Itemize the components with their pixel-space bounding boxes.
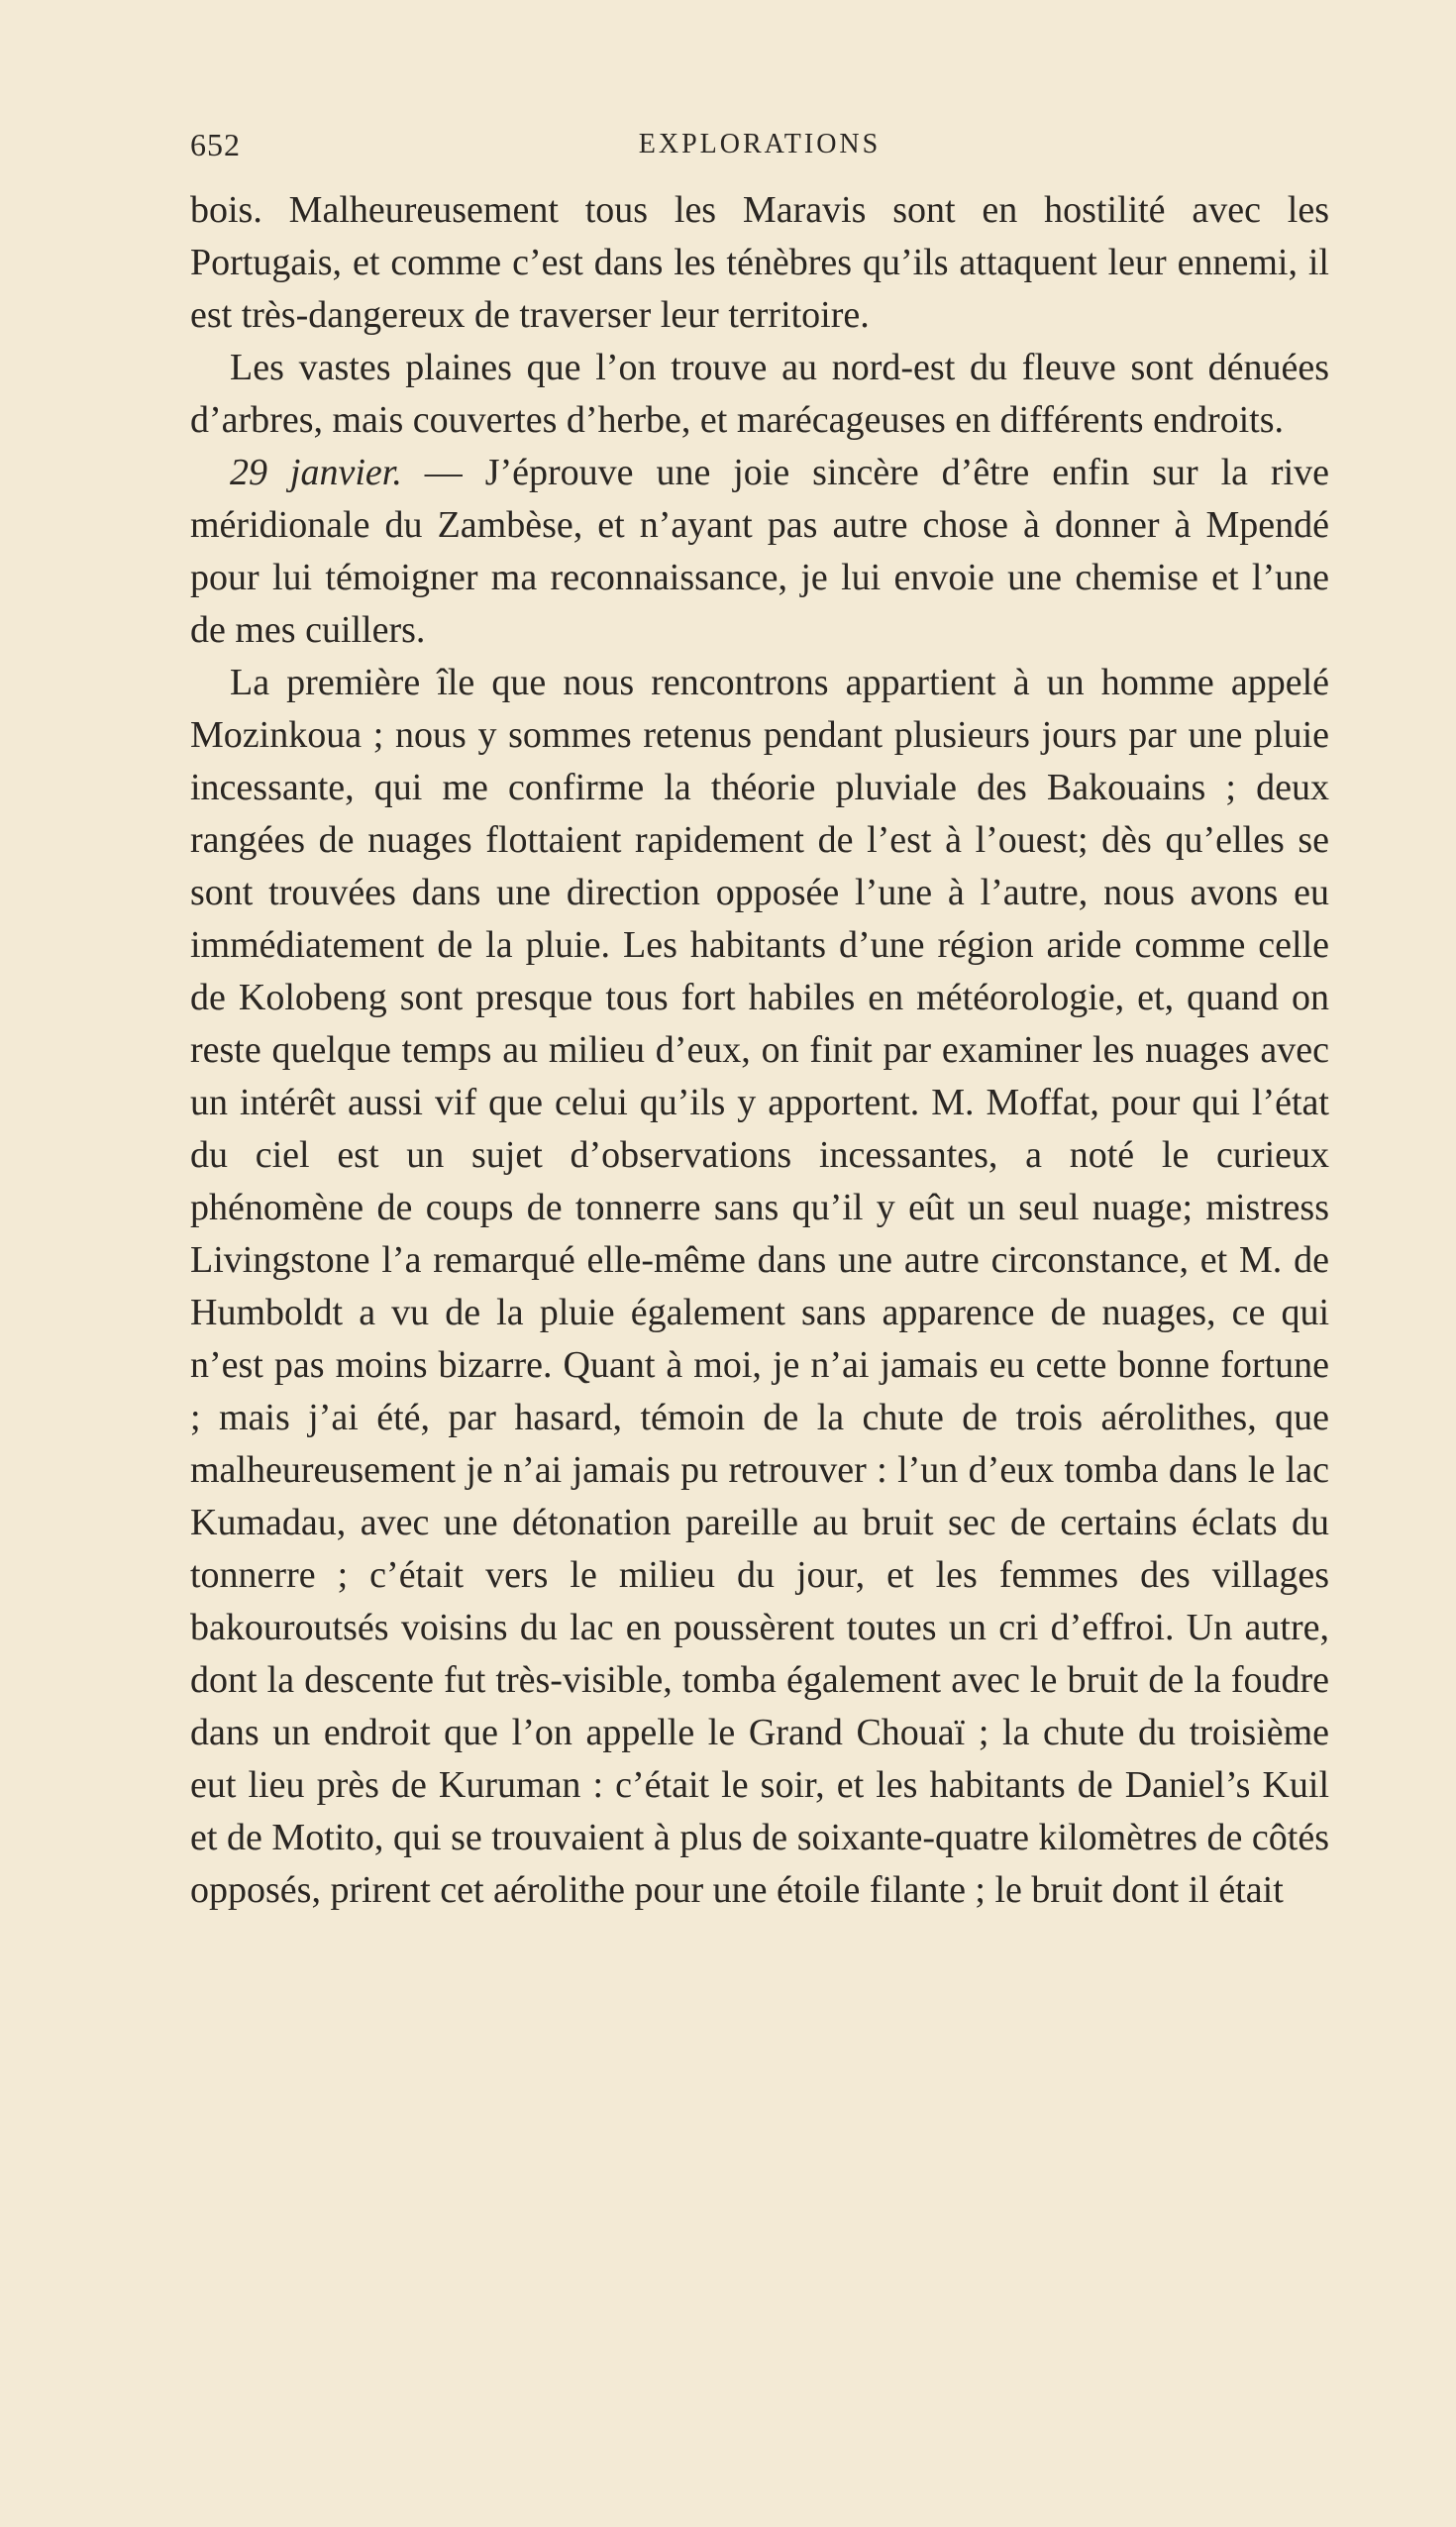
paragraph: bois. Malheureusement tous les Maravis sont en hostilité avec les Portugais, et comme c’est dans les ténèbres qu’ils attaquent leur ennemi, il est très-dangereux de traverser leur territoire. xyxy=(190,189,1329,336)
page-number: 652 xyxy=(190,127,241,162)
body-text xyxy=(190,184,1329,1917)
paragraph: La première île que nous rencontrons appartient à un homme appelé Mozinkoua ; nous y sommes retenus pendant plusieurs jours par une pluie incessante, qui me confirme la théorie pluviale des Bakouains ; deux rangées de nuages flottaient rapidement de l’est à l’ouest; dès qu’elles se sont trouvées dans une direction opposée l’une à l’autre, nous avons eu immédiatement de la pluie. Les habitants d’une région aride comme celle de Kolobeng sont presque tous fort habiles en météorologie, et, quand on reste quelque temps au milieu d’eux, on finit par examiner les nuages avec un intérêt aussi vif que celui qu’ils y apportent. M. Moffat, pour qui l’état du ciel est un sujet d’observations incessantes, a noté le curieux phénomène de coups de tonnerre sans qu’il y eût un seul nuage; mistress Livingstone l’a remarqué elle-même dans une autre circonstance, et M. de Humboldt a vu de la pluie également sans apparence de nuages, ce qui n’est pas moins bizarre. Quant à moi, je n’ai jamais eu cette bonne fortune ; mais j’ai été, par hasard, témoin de la chute de trois aérolithes, que malheureusement je n’ai jamais pu retrouver : l’un d’eux tomba dans le lac Kumadau, avec une détonation pareille au bruit sec de certains éclats du tonnerre ; c’était vers le milieu du jour, et les femmes des villages bakouroutsés voisins du lac en poussèrent toutes un cri d’effroi. Un autre, dont la descente fut très-visible, tomba également avec le bruit de la foudre dans un endroit que l’on appelle le Grand Chouaï ; la chute du troisième eut lieu près de Kuruman : c’était le soir, et les habitants de Daniel’s Kuil et de Motito, qui se trouvaient à plus de soixante-quatre kilomètres de côtés opposés, prirent cet aérolithe pour une étoile filante ; le bruit dont il était xyxy=(190,662,1329,1911)
paragraph-text: — J’éprouve une joie sincère d’être enfin sur la rive méridionale du Zambèse, et n’ayant pas autre chose à donner à Mpendé pour lui témoigner ma reconnaissance, je lui envoie une chemise et l’une de mes cuillers. xyxy=(190,452,1329,651)
journal-date: 29 janvier. xyxy=(230,452,402,493)
page-header xyxy=(190,127,1329,170)
paragraph: Les vastes plaines que l’on trouve au nord-est du fleuve sont dénuées d’arbres, mais couvertes d’herbe, et marécageuses en différents endroits. xyxy=(190,347,1329,441)
running-head: EXPLORATIONS xyxy=(638,129,882,159)
paragraph xyxy=(190,447,1329,657)
